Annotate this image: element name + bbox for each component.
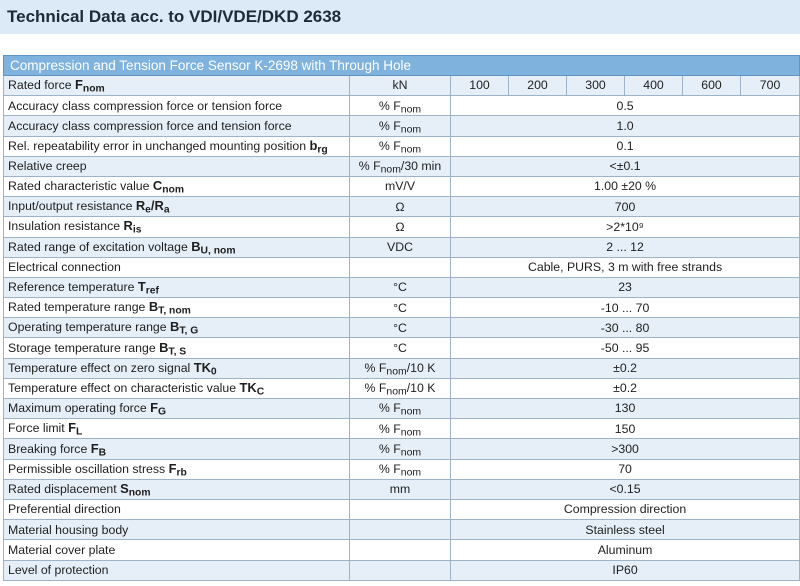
table-row xyxy=(4,378,800,398)
param-label: Reference temperature xyxy=(8,280,138,294)
unit-cell: % $F_{nom}$ xyxy=(350,459,451,479)
rated-force-row xyxy=(4,76,800,96)
param-label: Rated temperature range xyxy=(8,300,149,315)
value-cell: 1.00 ±20 % xyxy=(451,176,800,196)
unit-cell: % $F_{nom}$ xyxy=(350,136,451,156)
param-cell xyxy=(4,116,350,136)
param-symbol: $TK_C$ xyxy=(239,379,265,398)
param-symbol: $TK_0$ xyxy=(193,359,217,378)
table-row xyxy=(4,217,800,237)
unit-cell: % $F_{nom}/30$ min xyxy=(350,156,451,176)
table-row xyxy=(4,96,800,116)
unit-cell: Ω xyxy=(350,197,451,217)
table-row xyxy=(4,540,800,560)
value-cell: <0.15 xyxy=(451,479,800,499)
value-cell: ±0.2 xyxy=(451,358,800,378)
param-cell xyxy=(4,338,350,358)
value-cell: -50 ... 95 xyxy=(451,338,800,358)
table-row xyxy=(4,358,800,378)
table-row xyxy=(4,277,800,297)
param-symbol: $B_{T, S}$ xyxy=(159,339,187,358)
unit-cell xyxy=(350,499,451,519)
value-cell: 0.5 xyxy=(451,96,800,116)
unit-cell: kN xyxy=(350,76,451,96)
param-label: Temperature effect on characteristic value xyxy=(8,380,240,395)
param-cell xyxy=(4,136,350,156)
param-label: Rated force xyxy=(8,78,75,93)
unit-cell: mm xyxy=(350,479,451,499)
param-symbol: $F_G$ xyxy=(150,400,167,418)
param-cell xyxy=(4,560,350,580)
param-cell xyxy=(4,217,350,237)
value-cell: Aluminum xyxy=(451,540,800,560)
param-cell xyxy=(4,378,350,398)
param-label: Rated displacement xyxy=(8,481,121,496)
unit-cell: °C xyxy=(350,277,451,297)
param-cell xyxy=(4,76,350,96)
param-label: Preferential direction xyxy=(8,502,121,517)
param-cell xyxy=(4,237,350,257)
value-cell: 700 xyxy=(451,197,800,217)
table-caption: Compression and Tension Force Sensor K-2698 with Through Hole xyxy=(4,56,800,76)
param-cell xyxy=(4,318,350,338)
page-header xyxy=(0,0,800,34)
param-label: Force limit xyxy=(8,421,69,436)
unit-cell xyxy=(350,520,451,540)
param-label: Rated characteristic value xyxy=(8,179,153,194)
value-cell: >2*10⁹ xyxy=(451,217,800,237)
table-row xyxy=(4,116,800,136)
table-row xyxy=(4,298,800,318)
rated-force-value: 700 xyxy=(741,76,800,96)
unit-cell: % $F_{nom}/10$ K xyxy=(350,378,451,398)
value-cell: -30 ... 80 xyxy=(451,318,800,338)
rated-force-value: 300 xyxy=(567,76,625,96)
param-label: Temperature effect on zero signal xyxy=(8,360,194,375)
table-row xyxy=(4,176,800,196)
param-cell xyxy=(4,459,350,479)
param-symbol: $R_{is}$ xyxy=(123,218,142,237)
unit-cell: % $F_{nom}$ xyxy=(350,96,451,116)
page-title: Technical Data acc. to VDI/VDE/DKD 2638 xyxy=(7,7,342,26)
param-cell xyxy=(4,399,350,419)
table-row xyxy=(4,459,800,479)
table-caption-row xyxy=(4,56,800,76)
param-label: Breaking force xyxy=(8,441,91,456)
value-cell: 23 xyxy=(451,277,800,297)
value-cell: ±0.2 xyxy=(451,378,800,398)
rated-force-value: 100 xyxy=(451,76,509,96)
param-cell xyxy=(4,197,350,217)
param-cell xyxy=(4,419,350,439)
table-row xyxy=(4,237,800,257)
param-cell xyxy=(4,156,350,176)
value-cell: Cable, PURS, 3 m with free strands xyxy=(451,257,800,277)
value-cell: Compression direction xyxy=(451,499,800,519)
param-label: Material cover plate xyxy=(8,542,116,557)
unit-cell: % $F_{nom}$ xyxy=(350,419,451,439)
param-symbol: $F_B$ xyxy=(90,440,107,459)
table-row xyxy=(4,520,800,540)
table-row xyxy=(4,338,800,358)
table-row xyxy=(4,136,800,156)
param-cell xyxy=(4,479,350,499)
param-label: Maximum operating force xyxy=(8,401,151,416)
param-cell xyxy=(4,540,350,560)
param-label: Accuracy class compression force and tension force xyxy=(8,118,292,133)
param-symbol: $F_{rb}$ xyxy=(168,460,187,479)
table-row xyxy=(4,197,800,217)
param-cell xyxy=(4,358,350,378)
param-cell xyxy=(4,439,350,459)
table-row xyxy=(4,156,800,176)
param-label: Level of protection xyxy=(8,562,109,577)
value-cell: 0.1 xyxy=(451,136,800,156)
value-cell: 150 xyxy=(451,419,800,439)
param-symbol: $B_{T, G}$ xyxy=(170,319,199,337)
param-label: Material housing body xyxy=(8,522,129,537)
rated-force-value: 600 xyxy=(683,76,741,96)
param-label: Operating temperature range xyxy=(8,320,171,335)
unit-cell xyxy=(350,540,451,560)
value-cell: >300 xyxy=(451,439,800,459)
value-cell: Stainless steel xyxy=(451,520,800,540)
unit-cell xyxy=(350,560,451,580)
param-cell xyxy=(4,499,350,519)
value-cell: 130 xyxy=(451,399,800,419)
param-label: Input/output resistance xyxy=(8,199,136,214)
param-cell xyxy=(4,176,350,196)
param-symbol: $b_{rg}$ xyxy=(309,137,328,156)
param-symbol: $B_{U, nom}$ xyxy=(191,238,236,257)
unit-cell: % $F_{nom}$ xyxy=(350,399,451,419)
value-cell: -10 ... 70 xyxy=(451,298,800,318)
unit-cell: Ω xyxy=(350,217,451,237)
param-label: Insulation resistance xyxy=(8,219,124,234)
param-symbol: $C_{nom}$ xyxy=(152,178,185,196)
param-label: Storage temperature range xyxy=(8,340,160,355)
table-row xyxy=(4,318,800,338)
table-row xyxy=(4,399,800,419)
param-label: Accuracy class compression force or tension force xyxy=(8,98,283,113)
param-symbol: $T_{ref}$ xyxy=(137,279,159,297)
param-label: Relative creep xyxy=(8,159,87,174)
value-cell: 70 xyxy=(451,459,800,479)
param-cell xyxy=(4,520,350,540)
unit-cell xyxy=(350,257,451,277)
param-label: Rated range of excitation voltage xyxy=(8,239,192,254)
table-row xyxy=(4,419,800,439)
table-row xyxy=(4,439,800,459)
table-row xyxy=(4,257,800,277)
unit-cell: mV/V xyxy=(350,176,451,196)
value-cell: IP60 xyxy=(451,560,800,580)
rated-force-value: 400 xyxy=(625,76,683,96)
value-cell: <±0.1 xyxy=(451,156,800,176)
param-label: Permissible oscillation stress xyxy=(8,461,169,476)
param-symbol: $F_{nom}$ xyxy=(75,77,105,95)
unit-cell: VDC xyxy=(350,237,451,257)
unit-cell: % $F_{nom}$ xyxy=(350,116,451,136)
param-symbol: $R_e/R_a$ xyxy=(135,198,170,216)
table-row xyxy=(4,560,800,580)
table-row xyxy=(4,479,800,499)
unit-cell: % $F_{nom}$ xyxy=(350,439,451,459)
unit-cell: °C xyxy=(350,338,451,358)
unit-cell: °C xyxy=(350,318,451,338)
unit-cell: °C xyxy=(350,298,451,318)
param-symbol: $B_{T, nom}$ xyxy=(148,299,191,317)
param-label: Electrical connection xyxy=(8,260,121,275)
param-cell xyxy=(4,257,350,277)
param-cell xyxy=(4,96,350,116)
param-cell xyxy=(4,298,350,318)
value-cell: 2 ... 12 xyxy=(451,237,800,257)
param-symbol: $F_L$ xyxy=(68,420,83,438)
table-row xyxy=(4,499,800,519)
unit-cell: % $F_{nom}/10$ K xyxy=(350,358,451,378)
spec-table xyxy=(3,55,800,581)
value-cell: 1.0 xyxy=(451,116,800,136)
param-label: Rel. repeatability error in unchanged mounting position xyxy=(8,138,310,153)
param-symbol: $S_{nom}$ xyxy=(120,480,151,499)
rated-force-value: 200 xyxy=(509,76,567,96)
param-cell xyxy=(4,277,350,297)
